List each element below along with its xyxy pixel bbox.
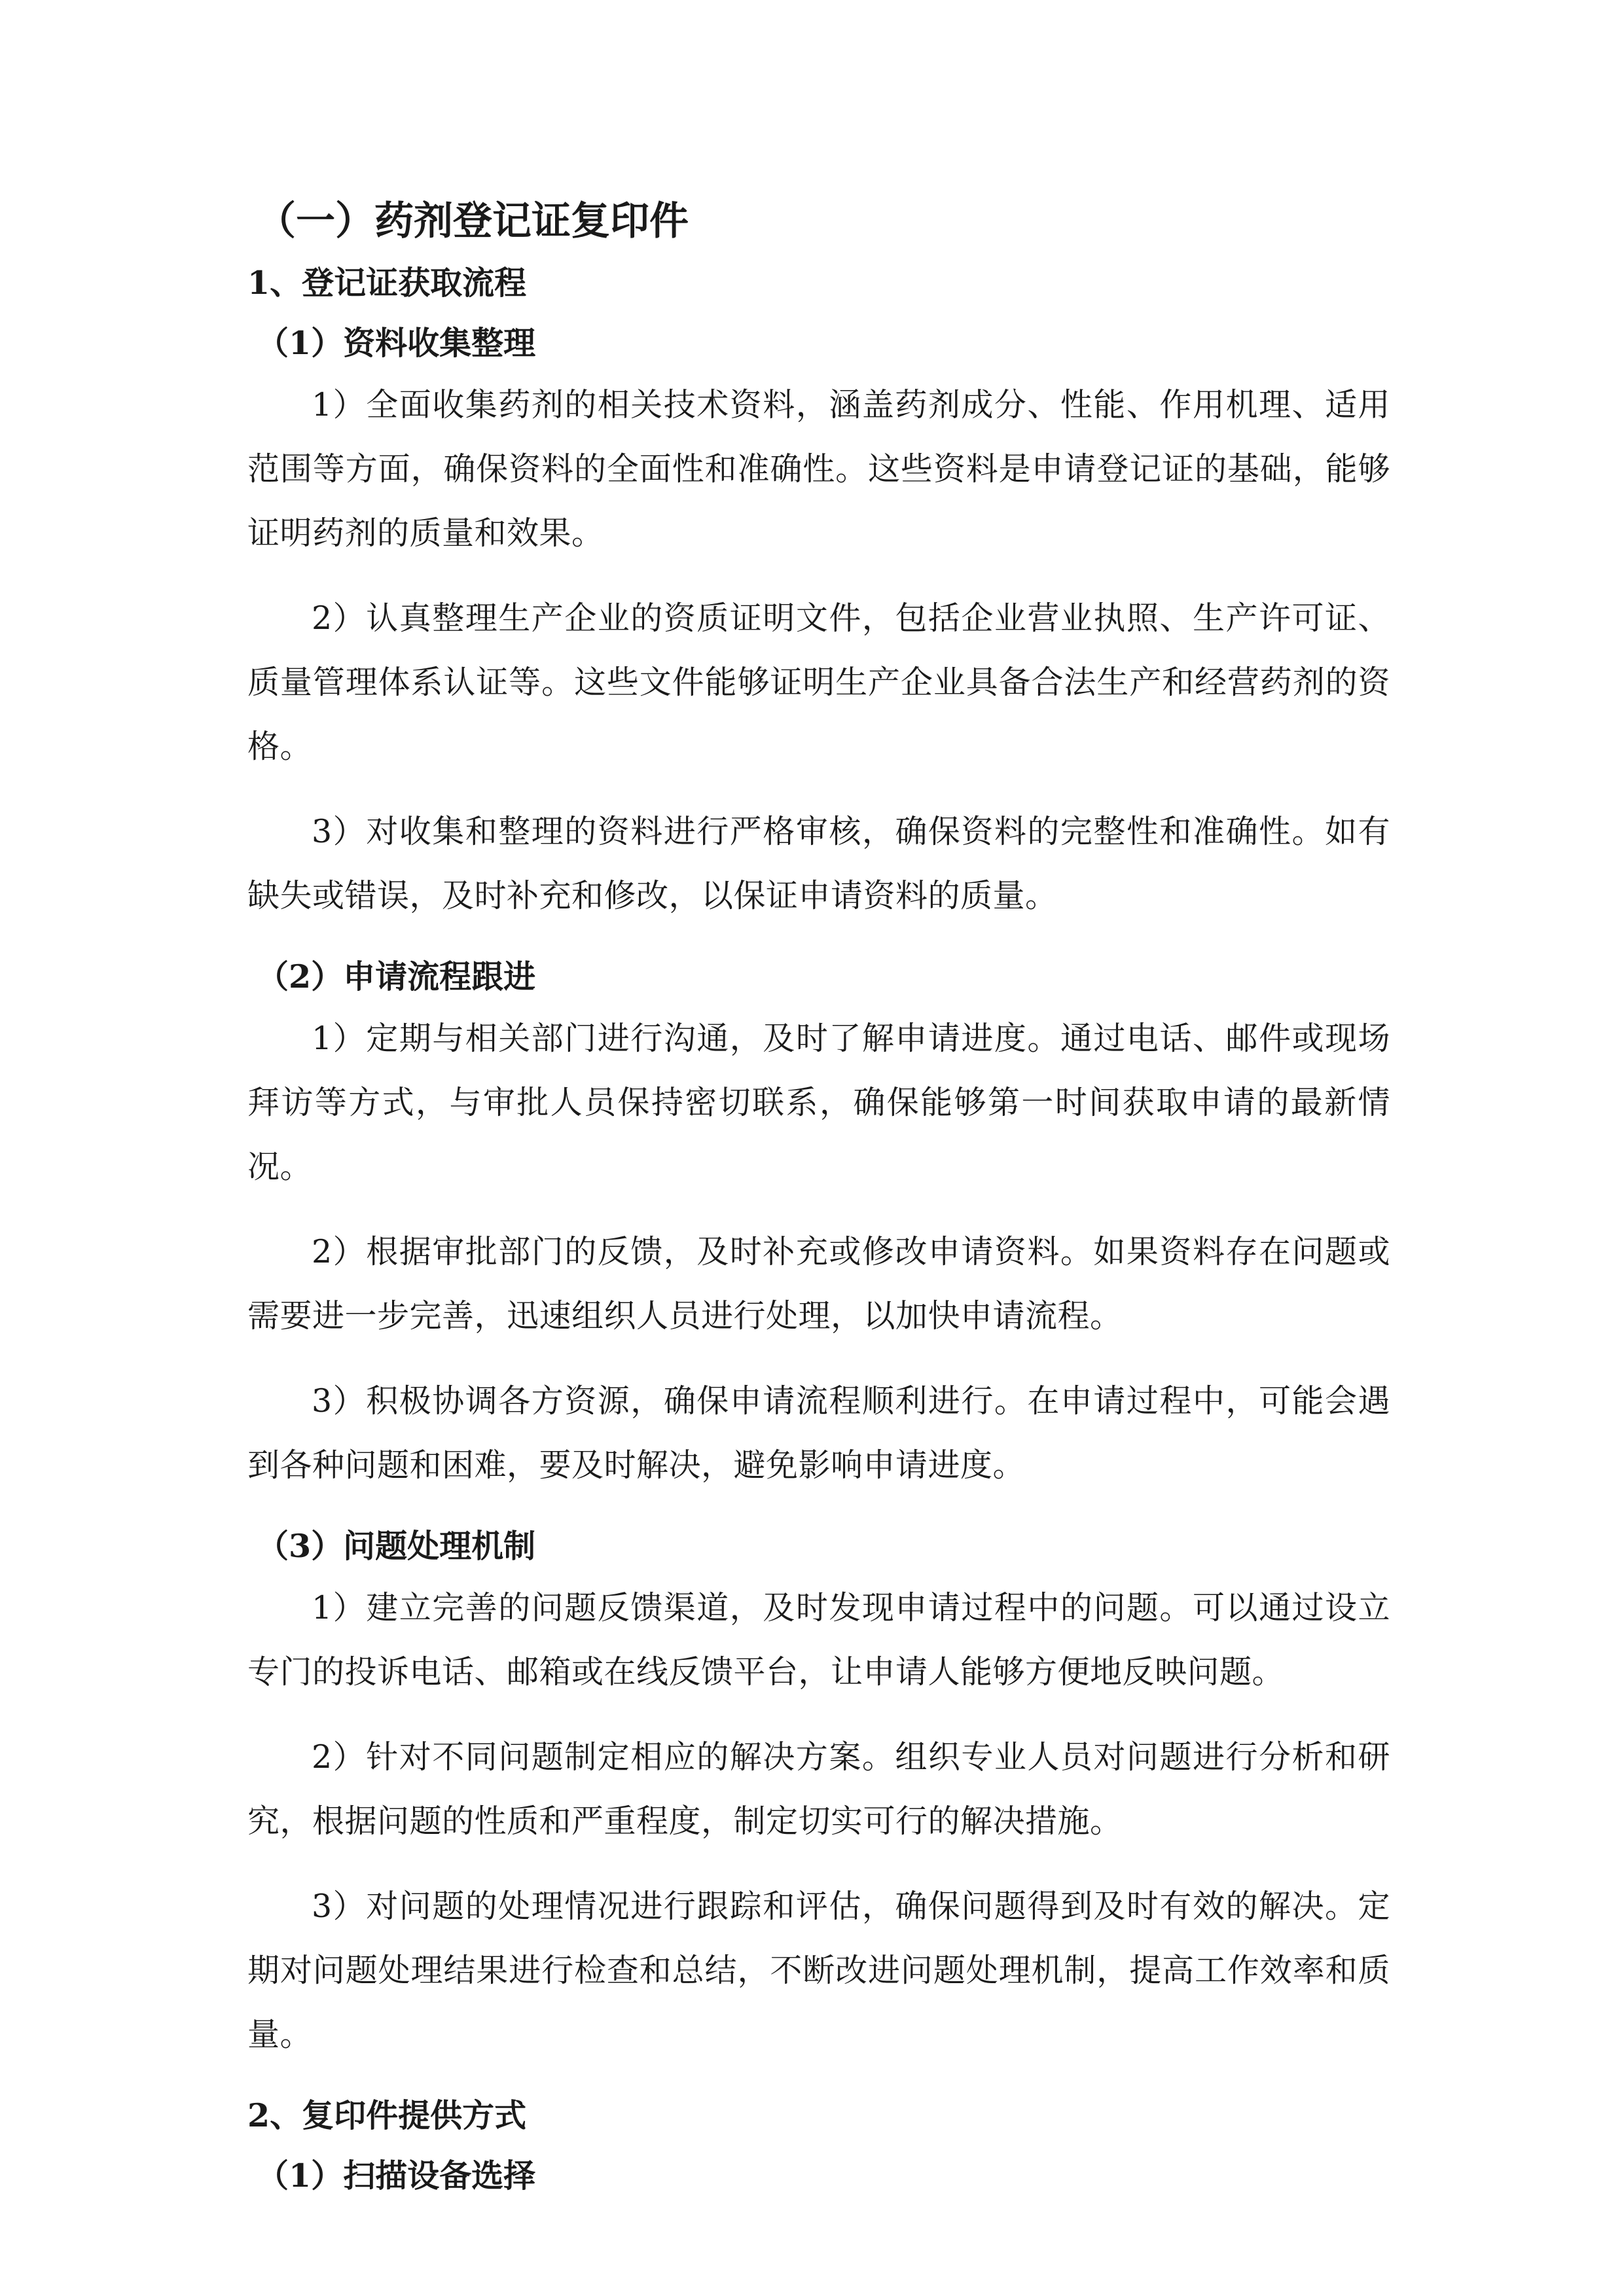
heading-data-collection: （1）资料收集整理	[257, 324, 536, 362]
paragraph: 2）根据审批部门的反馈，及时补充或修改申请资料。如果资料存在问题或需要进一步完善，迅速组织人员进行处理，以加快申请流程。	[247, 1233, 1390, 1335]
heading-issue-handling: （3）问题处理机制	[257, 1527, 536, 1565]
section-title: （一）药剂登记证复印件	[257, 198, 689, 244]
paragraph: 1）建立完善的问题反馈渠道，及时发现申请过程中的问题。可以通过设立专门的投诉电话、邮箱或在线反馈平台，让申请人能够方便地反映问题。	[247, 1589, 1390, 1691]
heading-copy-provision: 2、复印件提供方式	[247, 2096, 527, 2134]
paragraph: 1）全面收集药剂的相关技术资料，涵盖药剂成分、性能、作用机理、适用范围等方面，确保资料的全面性和准确性。这些资料是申请登记证的基础，能够证明药剂的质量和效果。	[247, 386, 1390, 552]
paragraph: 2）针对不同问题制定相应的解决方案。组织专业人员对问题进行分析和研究，根据问题的性质和严重程度，制定切实可行的解决措施。	[247, 1738, 1390, 1840]
paragraph: 2）认真整理生产企业的资质证明文件，包括企业营业执照、生产许可证、质量管理体系认证等。这些文件能够证明生产企业具备合法生产和经营药剂的资格。	[247, 600, 1390, 765]
paragraph: 3）对收集和整理的资料进行严格审核，确保资料的完整性和准确性。如有缺失或错误，及时补充和修改，以保证申请资料的质量。	[247, 813, 1390, 914]
heading-scanner-selection: （1）扫描设备选择	[257, 2157, 536, 2195]
document-page	[247, 190, 1390, 2206]
paragraph: 3）对问题的处理情况进行跟踪和评估，确保问题得到及时有效的解决。定期对问题处理结果进行检查和总结，不断改进问题处理机制，提高工作效率和质量。	[247, 1888, 1390, 2053]
paragraph: 1）定期与相关部门进行沟通，及时了解申请进度。通过电话、邮件或现场拜访等方式，与审批人员保持密切联系，确保能够第一时间获取申请的最新情况。	[247, 1020, 1390, 1185]
heading-application-followup: （2）申请流程跟进	[257, 958, 536, 996]
heading-registration-process: 1、登记证获取流程	[247, 264, 527, 302]
paragraph: 3）积极协调各方资源，确保申请流程顺利进行。在申请过程中，可能会遇到各种问题和困难，要及时解决，避免影响申请进度。	[247, 1382, 1390, 1484]
